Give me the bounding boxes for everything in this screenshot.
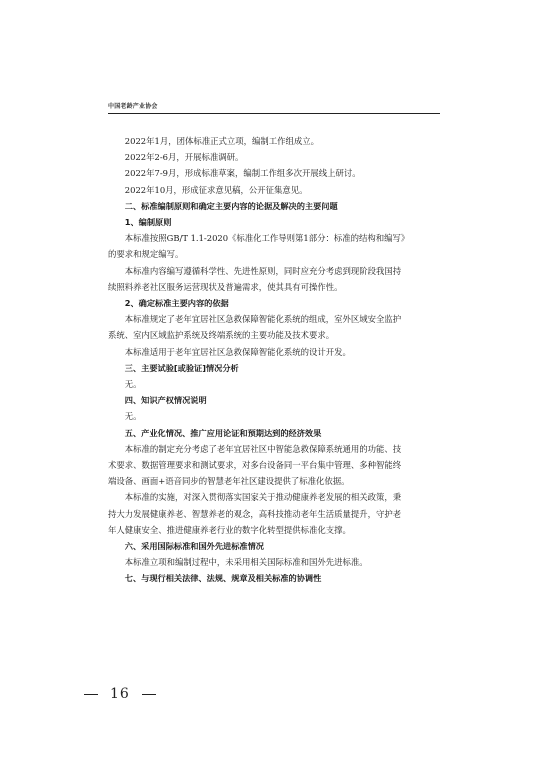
page-number: 16 [110, 686, 130, 702]
footer-dash-right [142, 694, 156, 695]
section-heading: 2、确定标准主要内容的依据 [124, 298, 229, 309]
text-line: 本标准适用于老年宜居社区急救保障智能化系统的设计开发。 [124, 346, 351, 357]
text-line: 本标准规定了老年宜居社区急救保障智能化系统的组成，室外区域安全监护 [124, 314, 402, 325]
page-footer [84, 686, 156, 702]
text-line: 2022年2-6月，开展标准调研。 [124, 152, 244, 163]
text-line: 无。 [124, 379, 142, 390]
section-heading: 二、标准编制原则和确定主要内容的论据及解决的主要问题 [124, 200, 338, 211]
text-line: 续照料养老社区服务运营现状及普遍需求，使其具有可操作性。 [108, 281, 343, 292]
text-line: 系统、室内区域监护系统及终端系统的主要功能及技术要求。 [108, 330, 335, 341]
section-heading: 六、采用国际标准和国外先进标准情况 [124, 541, 264, 552]
text-line: 本标准立项和编制过程中，未采用相关国际标准和国外先进标准。 [124, 557, 368, 568]
text-line: 2022年10月，形成征求意见稿，公开征集意见。 [124, 184, 308, 195]
text-line: 无。 [124, 411, 142, 422]
text-line: 年人健康安全、推进健康养老行业的数字化转型提供标准化支撑。 [108, 524, 351, 535]
document-body [108, 133, 440, 587]
section-heading: 三、主要试验[或验证]情况分析 [124, 362, 239, 373]
section-heading: 四、知识产权情况说明 [124, 395, 207, 406]
text-line: 2022年1月，团体标准正式立项，编制工作组成立。 [124, 136, 319, 146]
header-organization: 中国老龄产业协会 [108, 103, 158, 110]
text-line: 本标准内容编写遵循科学性、先进性原则，同时应充分考虑到现阶段我国持 [124, 265, 402, 276]
text-line: 本标准的实施，对深入贯彻落实国家关于推动健康养老发展的相关政策，秉 [124, 492, 402, 503]
text-line: 的要求和规定编写。 [108, 249, 184, 260]
text-line: 2022年7-9月，形成标准草案，编制工作组多次开展线上研讨。 [124, 168, 361, 179]
section-heading: 1、编制原则 [124, 217, 172, 228]
text-line: 本标准的制定充分考虑了老年宜居社区中智能急救保障系统通用的功能、技 [124, 443, 402, 454]
text-line: 本标准按照GB/T 1.1-2020《标准化工作导则第1部分：标准的结构和编写》 [124, 233, 410, 244]
footer-dash-left [84, 694, 98, 695]
section-heading: 七、与现行相关法律、法规、规章及相关标准的协调性 [124, 573, 322, 584]
section-heading: 五、产业化情况、推广应用论证和预期达到的经济效果 [124, 427, 322, 438]
text-line: 端设备、画面+语音同步的智慧老年社区建设提供了标准化依据。 [108, 476, 350, 487]
text-line: 术要求、数据管理要求和测试要求，对多台设备同一平台集中管理、多种智能终 [108, 460, 402, 471]
text-line: 持大力发展健康养老、智慧养老的观念，高科技推动老年生活质量提升，守护老 [108, 508, 402, 519]
header-divider [108, 113, 440, 114]
